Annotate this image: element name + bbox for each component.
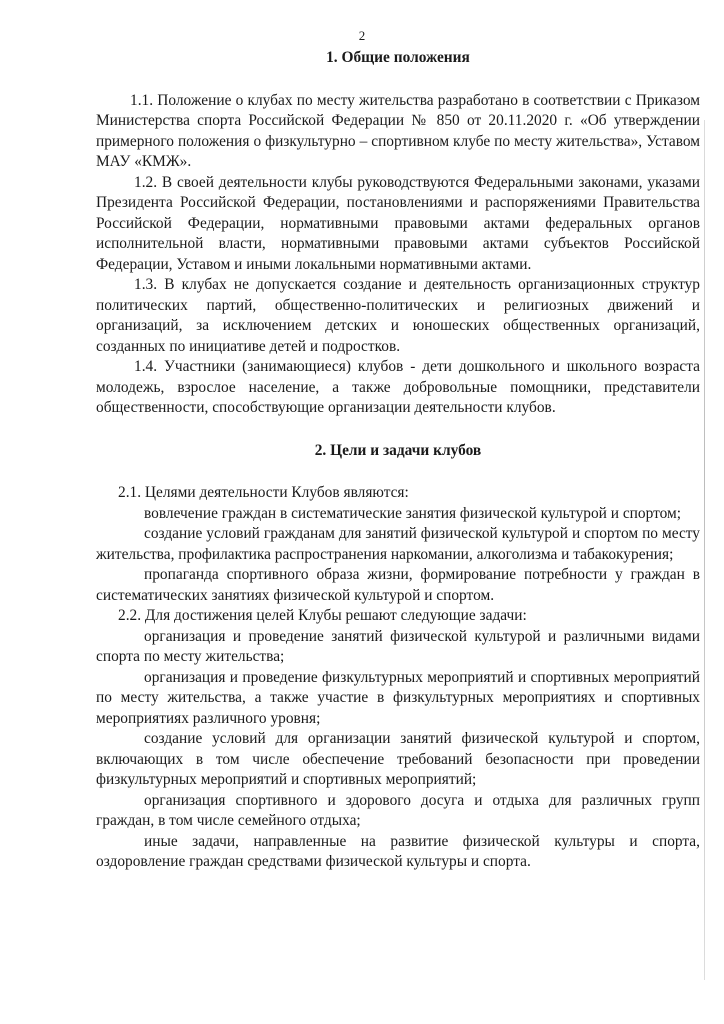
section-1-heading: 1. Общие положения xyxy=(326,49,470,66)
task-item: организация и проведение физкультурных мероприятий и спортивных мероприятий по месту жительства, а также участие в физкультурных мероприятиях и спортивных мероприятиях различного уровня; xyxy=(96,668,700,727)
paragraph-1-1: 1.1. Положение о клубах по месту жительства разработано в соответствии с Приказом Министерства спорта Российской Федерации № 850 от 20.11.2020 г. «Об утверждении примерного положения о физкультурно – спортивном клубе по месту жительства», Уставом МАУ «КМЖ». xyxy=(96,91,700,170)
goal-item: вовлечение граждан в систематические занятия физической культурой и спортом; xyxy=(144,504,682,522)
paragraph-1-2: 1.2. В своей деятельности клубы руководствуются Федеральными законами, указами Президента Российской Федерации, постановлениями и распоряжениями Правительства Российской Федерации, нормативными правовыми актами федеральных органов исполнительной власти, нормативными правовыми актами субъектов Российской Федерации, Уставом и иными локальными нормативными актами. xyxy=(96,173,700,273)
page-number: 2 xyxy=(358,28,366,43)
document-body xyxy=(96,48,700,873)
goal-item: пропаганда спортивного образа жизни, формирование потребности у граждан в систематических занятиях физической культурой и спортом. xyxy=(96,566,700,604)
task-item: организация и проведение занятий физической культурой и различными видами спорта по месту жительства; xyxy=(96,627,700,665)
goal-item: создание условий гражданам для занятий физической культурой и спортом по месту жительства, профилактика распространения наркомании, алкоголизма и табакокурения; xyxy=(96,525,700,563)
section-2-heading: 2. Цели и задачи клубов xyxy=(314,441,482,459)
paragraph-1-4: 1.4. Участники (занимающиеся) клубов - дети дошкольного и школьного возраста молодежь, взрослое население, а также добровольные помощники, представители общественности, способствующие организации деятельности клубов. xyxy=(96,358,700,416)
task-item: организация спортивного и здорового досуга и отдыха для различных групп граждан, в том числе семейного отдыха; xyxy=(96,791,700,829)
goals-intro: 2.1. Целями деятельности Клубов являются: xyxy=(118,484,409,501)
task-item: создание условий для организации занятий физической культурой и спортом, включающих в том числе обеспечение требований безопасности при проведении физкультурных мероприятий и спортивных мероприятий; xyxy=(96,730,700,788)
paragraph-1-3: 1.3. В клубах не допускается создание и деятельность организационных структур политических партий, общественно-политических и религиозных движений и организаций, за исключением детских и юношеских общественных организаций, созданных по инициативе детей и подростков. xyxy=(96,276,700,355)
scan-edge-line xyxy=(704,120,705,980)
task-item: иные задачи, направленные на развитие физической культуры и спорта, оздоровление граждан средствами физической культуры и спорта. xyxy=(96,832,700,870)
tasks-intro: 2.2. Для достижения целей Клубы решают следующие задачи: xyxy=(118,607,527,624)
